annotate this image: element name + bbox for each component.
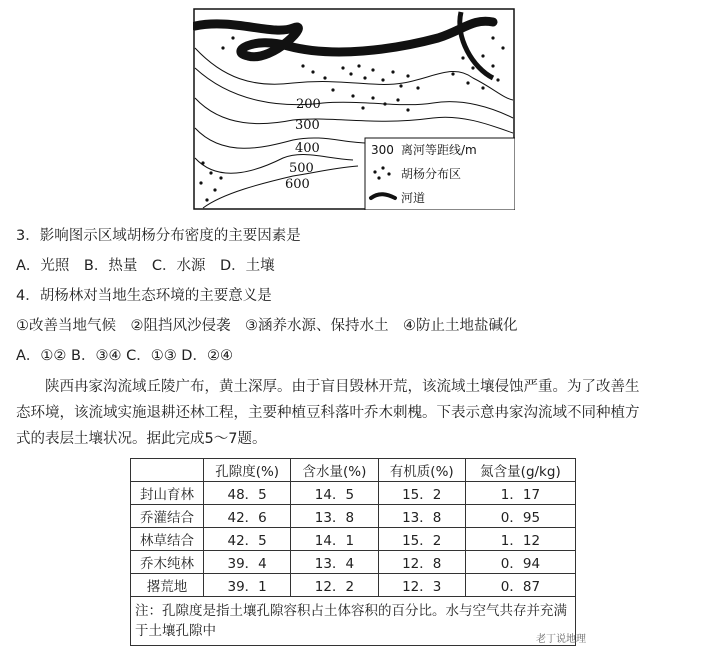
legend-sample-300: 300 (371, 143, 394, 157)
question-4: 4．胡杨林对当地生态环境的主要意义是 (16, 288, 272, 304)
table-row (131, 505, 576, 528)
table-note-row (131, 597, 576, 646)
table-note: 注：孔隙度是指土壤孔隙容积占土体容积的百分比。水与空气共存并充满于土壤孔隙中 (131, 597, 576, 646)
table-header: 孔隙度(%) (204, 459, 291, 482)
table-cell: 15．2 (378, 482, 465, 505)
table-cell: 12．8 (378, 551, 465, 574)
question-3: 3．影响图示区域胡杨分布密度的主要因素是 (16, 228, 301, 244)
contour-label-300: 300 (295, 118, 320, 133)
table-cell: 0．87 (465, 574, 575, 597)
table-cell: 13．8 (291, 505, 378, 528)
table-cell: 39．1 (204, 574, 291, 597)
table-header-row (131, 459, 576, 482)
table-cell: 42．5 (204, 528, 291, 551)
table-cell: 乔灌结合 (131, 505, 204, 528)
table-header: 含水量(%) (291, 459, 378, 482)
table-cell: 1．17 (465, 482, 575, 505)
question-4-statements: ①改善当地气候 ②阻挡风沙侵袭 ③涵养水源、保持水土 ④防止土地盐碱化 (16, 318, 518, 334)
contour-label-400: 400 (295, 141, 320, 156)
poplar-distribution-map (193, 8, 515, 210)
legend-poplar-label: 胡杨分布区 (401, 167, 462, 181)
table-cell: 13．4 (291, 551, 378, 574)
table-cell: 48．5 (204, 482, 291, 505)
table-row (131, 551, 576, 574)
question-3-options: A．光照 B．热量 C．水源 D．土壤 (16, 258, 275, 274)
table-cell: 撂荒地 (131, 574, 204, 597)
table-row (131, 574, 576, 597)
passage-line: 陕西冉家沟流域丘陵广布，黄土深厚。由于盲目毁林开荒，该流域土壤侵蚀严重。为了改善生 (16, 379, 640, 395)
table-cell: 13．8 (378, 505, 465, 528)
table-cell: 1．12 (465, 528, 575, 551)
watermark: 老丁说地理 (536, 634, 586, 645)
table-header: 有机质(%) (378, 459, 465, 482)
contour-label-500: 500 (289, 161, 314, 176)
table-cell: 42．6 (204, 505, 291, 528)
table-cell: 0．94 (465, 551, 575, 574)
table-cell: 林草结合 (131, 528, 204, 551)
table-cell: 12．2 (291, 574, 378, 597)
passage (16, 374, 696, 452)
contour-label-600: 600 (285, 177, 310, 192)
passage-line: 态环境，该流域实施退耕还林工程，主要种植豆科落叶乔木刺槐。下表示意冉家沟流域不同种植方 (16, 405, 640, 421)
table-header (131, 459, 204, 482)
table-cell: 14．1 (291, 528, 378, 551)
table-cell: 0．95 (465, 505, 575, 528)
table-cell: 12．3 (378, 574, 465, 597)
legend-contour-label: 离河等距线/m (401, 143, 477, 157)
table-cell: 15．2 (378, 528, 465, 551)
soil-table (130, 458, 576, 646)
table-cell: 乔木纯林 (131, 551, 204, 574)
legend-river-label: 河道 (401, 191, 426, 205)
contour-label-200: 200 (296, 97, 321, 112)
table-row (131, 528, 576, 551)
table-header: 氮含量(g/kg) (465, 459, 575, 482)
passage-line: 式的表层土壤状况。据此完成5～7题。 (16, 431, 267, 447)
table-cell: 封山育林 (131, 482, 204, 505)
table-row (131, 482, 576, 505)
question-4-options: A．①② B．③④ C．①③ D．②④ (16, 348, 233, 364)
table-cell: 14．5 (291, 482, 378, 505)
table-cell: 39．4 (204, 551, 291, 574)
